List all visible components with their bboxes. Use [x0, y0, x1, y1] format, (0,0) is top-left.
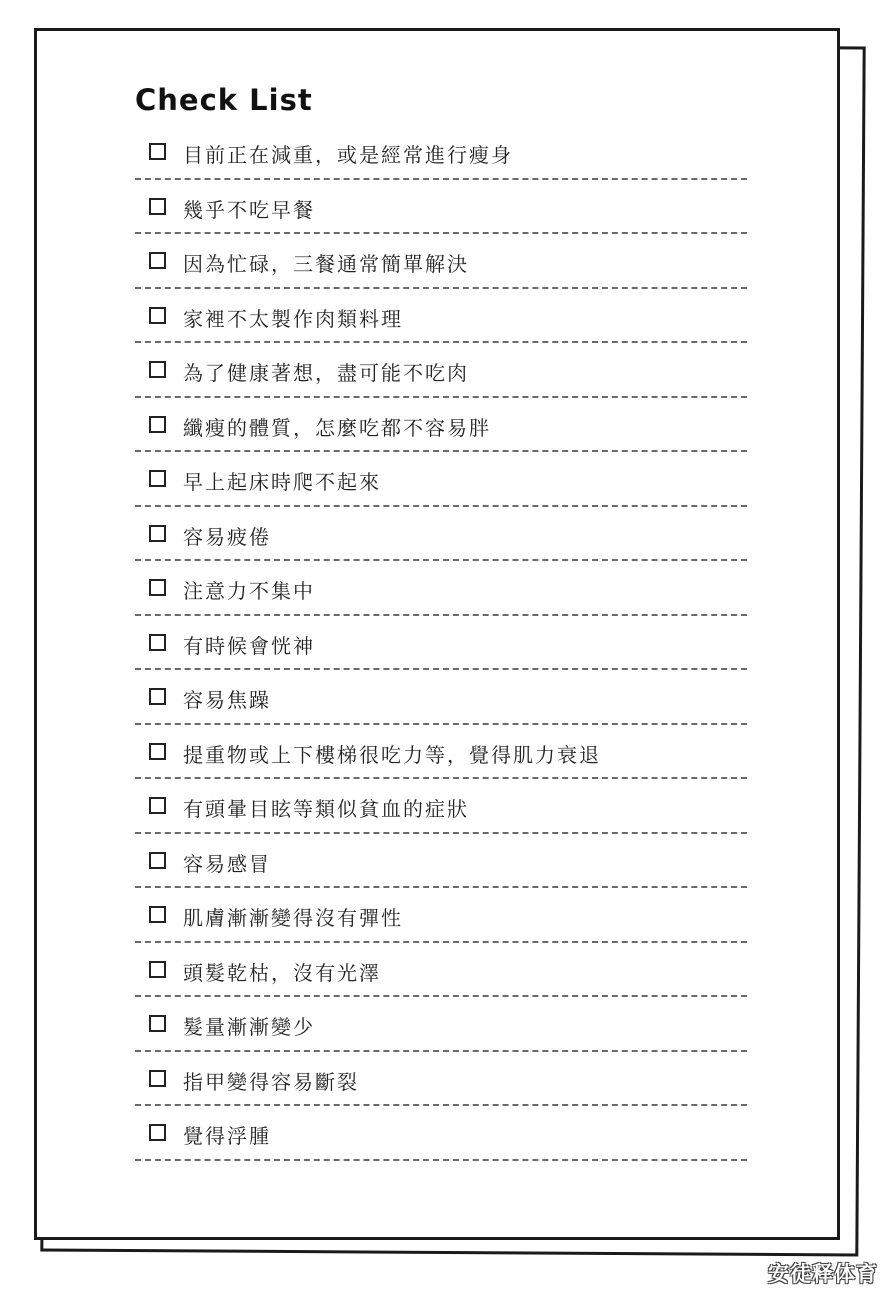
checklist-item-label: 提重物或上下樓梯很吃力等，覺得肌力衰退 — [183, 742, 601, 767]
checklist-item — [135, 561, 747, 616]
checkbox[interactable] — [149, 743, 166, 760]
checklist-item — [135, 452, 747, 507]
checklist-item-label: 髮量漸漸變少 — [183, 1015, 315, 1039]
checklist-item — [135, 834, 747, 889]
checklist-item-label: 纖瘦的體質，怎麼吃都不容易胖 — [183, 415, 491, 440]
checklist-item — [135, 1052, 747, 1107]
front-paper-sheet — [34, 28, 840, 1240]
checkbox[interactable] — [149, 361, 166, 378]
watermark: 安徒释体育 — [768, 1262, 878, 1286]
checklist-item — [135, 616, 747, 671]
checklist-item-label: 容易感冒 — [183, 851, 271, 876]
checklist-item-label: 目前正在減重，或是經常進行瘦身 — [183, 143, 513, 167]
checklist-item — [135, 670, 747, 725]
checkbox[interactable] — [149, 797, 166, 814]
checkbox[interactable] — [149, 1015, 166, 1032]
checklist-item-label: 幾乎不吃早餐 — [183, 197, 315, 222]
checkbox[interactable] — [149, 1070, 166, 1087]
checkbox[interactable] — [149, 1124, 166, 1141]
checklist-item — [135, 725, 747, 780]
checklist-title: Check List — [135, 83, 313, 117]
checkbox[interactable] — [149, 525, 166, 542]
checkbox[interactable] — [149, 252, 166, 269]
checklist-item-label: 因為忙碌，三餐通常簡單解決 — [183, 252, 469, 276]
checkbox[interactable] — [149, 961, 166, 978]
checklist-item-label: 指甲變得容易斷裂 — [183, 1069, 359, 1094]
checklist-item — [135, 234, 747, 289]
checklist-item-label: 容易疲倦 — [183, 524, 271, 549]
checkbox[interactable] — [149, 852, 166, 869]
checkbox[interactable] — [149, 198, 166, 215]
checkbox[interactable] — [149, 470, 166, 487]
checkbox[interactable] — [149, 307, 166, 324]
checklist-item — [135, 125, 747, 180]
checklist — [135, 125, 747, 1161]
checklist-item — [135, 1106, 747, 1161]
checklist-item — [135, 943, 747, 998]
checkbox[interactable] — [149, 688, 166, 705]
checklist-item-label: 家裡不太製作肉類料理 — [183, 306, 403, 331]
checklist-item — [135, 180, 747, 235]
checklist-item-label: 早上起床時爬不起來 — [183, 470, 381, 494]
checklist-item-label: 頭髮乾枯，沒有光澤 — [183, 960, 381, 985]
checklist-item — [135, 343, 747, 398]
checkbox[interactable] — [149, 906, 166, 923]
checklist-item-label: 肌膚漸漸變得沒有彈性 — [183, 906, 403, 930]
checkbox[interactable] — [149, 579, 166, 596]
checklist-item-label: 有時候會恍神 — [183, 633, 315, 658]
checkbox[interactable] — [149, 634, 166, 651]
checklist-item-label: 覺得浮腫 — [183, 1124, 271, 1148]
checkbox[interactable] — [149, 143, 166, 160]
checklist-item — [135, 779, 747, 834]
checklist-item — [135, 289, 747, 344]
checklist-item-label: 注意力不集中 — [183, 579, 315, 603]
checklist-item — [135, 507, 747, 562]
checkbox[interactable] — [149, 416, 166, 433]
checklist-item-label: 有頭暈目眩等類似貧血的症狀 — [183, 797, 469, 821]
checklist-item — [135, 888, 747, 943]
checklist-item-label: 容易焦躁 — [183, 688, 271, 712]
checklist-item — [135, 997, 747, 1052]
checklist-item-label: 為了健康著想，盡可能不吃肉 — [183, 361, 469, 385]
checklist-item — [135, 398, 747, 453]
